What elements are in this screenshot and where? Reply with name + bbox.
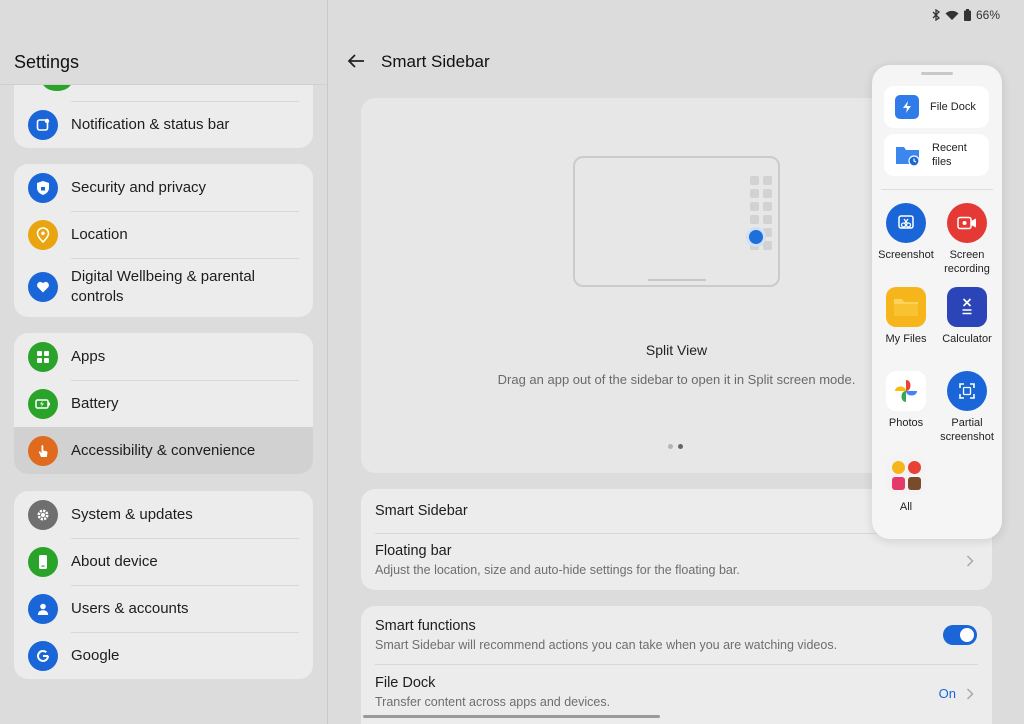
pill-label: Recent files xyxy=(932,142,967,168)
app-label: Screen recording xyxy=(944,249,990,275)
preview-description: Drag an app out of the sidebar to open it in Split screen mode. xyxy=(497,372,856,387)
app-label: My Files xyxy=(885,333,927,345)
smart-functions-card xyxy=(361,606,992,724)
smart-functions-subtitle: Smart Sidebar will recommend actions you can take when you are watching videos. xyxy=(375,638,838,652)
file-dock-icon xyxy=(895,95,919,119)
app-screen-recording[interactable] xyxy=(936,203,998,276)
smart-functions-title: Smart functions xyxy=(375,618,476,634)
sidebar-item-label: Battery xyxy=(71,394,119,412)
settings-group-1 xyxy=(14,85,313,148)
sidebar-item-location[interactable] xyxy=(14,211,313,258)
partial-icon xyxy=(42,85,72,91)
folder-icon xyxy=(886,287,926,327)
app-label: Screenshot xyxy=(878,249,934,261)
sidebar-item-label: About device xyxy=(71,552,158,570)
notification-icon xyxy=(28,110,58,140)
scroll-indicator xyxy=(363,715,660,718)
video-camera-icon xyxy=(947,203,987,243)
page-dot xyxy=(668,444,673,449)
app-label: All xyxy=(899,501,913,513)
settings-group-4 xyxy=(14,491,313,679)
file-dock-subtitle: Transfer content across apps and devices. xyxy=(375,695,611,709)
page-indicator[interactable] xyxy=(668,444,683,449)
file-dock-pill[interactable] xyxy=(884,86,989,128)
floating-bar-subtitle: Adjust the location, size and auto-hide settings for the floating bar. xyxy=(375,563,740,577)
sidebar-item-security-privacy[interactable] xyxy=(14,164,313,211)
smart-functions-row[interactable] xyxy=(361,606,992,664)
sidebar-item-label: System & updates xyxy=(71,505,193,523)
back-arrow-icon xyxy=(346,52,366,70)
sidebar-item-battery[interactable] xyxy=(14,380,313,427)
app-screenshot[interactable] xyxy=(875,203,937,262)
sidebar-item-label: Google xyxy=(71,646,120,664)
battery-charging-icon xyxy=(28,389,58,419)
settings-group-2 xyxy=(14,164,313,317)
partial-screenshot-icon xyxy=(947,371,987,411)
battery-percent: 66% xyxy=(975,8,1000,22)
phone-device-icon xyxy=(28,547,58,577)
page-title: Smart Sidebar xyxy=(381,52,490,71)
floating-bar-row[interactable] xyxy=(361,533,992,590)
drag-handle[interactable] xyxy=(921,72,953,75)
preview-title: Split View xyxy=(645,342,708,358)
sidebar-item-label: Users & accounts xyxy=(71,599,189,617)
screenshot-scissors-icon xyxy=(886,203,926,243)
calculator-icon xyxy=(947,287,987,327)
sidebar-item-users-accounts[interactable] xyxy=(14,585,313,632)
app-label: Calculator xyxy=(942,333,992,345)
sidebar-item-digital-wellbeing[interactable] xyxy=(14,258,313,316)
settings-title: Settings xyxy=(14,52,80,72)
back-button[interactable] xyxy=(346,52,366,75)
pill-label: File Dock xyxy=(930,101,976,113)
sidebar-item-label: Apps xyxy=(71,347,106,365)
sidebar-item-label: Security and privacy xyxy=(71,178,207,196)
settings-group-3 xyxy=(14,333,313,474)
sidebar-item-label: Digital Wellbeing & parental controls xyxy=(71,268,255,305)
sidebar-item-apps[interactable] xyxy=(14,333,313,380)
app-photos[interactable] xyxy=(875,371,937,430)
all-apps-icon xyxy=(886,455,926,495)
smart-sidebar-panel xyxy=(872,65,1002,539)
page-dot-active xyxy=(678,444,683,449)
google-icon xyxy=(28,641,58,671)
floating-bar-title: Floating bar xyxy=(375,543,452,559)
file-dock-title: File Dock xyxy=(375,675,436,691)
apps-grid-icon xyxy=(28,342,58,372)
recent-files-icon xyxy=(895,143,921,167)
photos-pinwheel-icon xyxy=(886,371,926,411)
smart-functions-toggle[interactable] xyxy=(943,625,977,645)
settings-list-pane xyxy=(0,0,327,724)
hand-touch-icon xyxy=(28,436,58,466)
gear-icon xyxy=(28,500,58,530)
user-icon xyxy=(28,594,58,624)
app-all[interactable] xyxy=(875,455,937,514)
sidebar-item-about-device[interactable] xyxy=(14,538,313,585)
drag-indicator xyxy=(746,227,766,247)
shield-lock-icon xyxy=(28,173,58,203)
app-label: Partial screenshot xyxy=(940,417,994,443)
smart-sidebar-label: Smart Sidebar xyxy=(375,503,468,519)
sidebar-item-label: Notification & status bar xyxy=(71,115,230,133)
tablet-illustration xyxy=(573,156,780,287)
sidebar-item-label: Accessibility & convenience xyxy=(71,441,256,459)
chevron-right-icon xyxy=(966,555,974,567)
app-calculator[interactable] xyxy=(936,287,998,346)
app-partial-screenshot[interactable] xyxy=(936,371,998,444)
file-dock-status: On xyxy=(938,686,956,701)
sidebar-item-google[interactable] xyxy=(14,632,313,679)
location-pin-icon xyxy=(28,220,58,250)
chevron-right-icon xyxy=(966,688,974,700)
app-label: Photos xyxy=(888,417,924,429)
sidebar-item-label: Location xyxy=(71,225,128,243)
recent-files-pill[interactable] xyxy=(884,134,989,176)
sidebar-item-system-updates[interactable] xyxy=(14,491,313,538)
sidebar-item-notification-status-bar[interactable] xyxy=(14,101,313,148)
app-my-files[interactable] xyxy=(875,287,937,346)
heart-icon xyxy=(28,272,58,302)
sidebar-item-accessibility[interactable] xyxy=(14,427,313,474)
